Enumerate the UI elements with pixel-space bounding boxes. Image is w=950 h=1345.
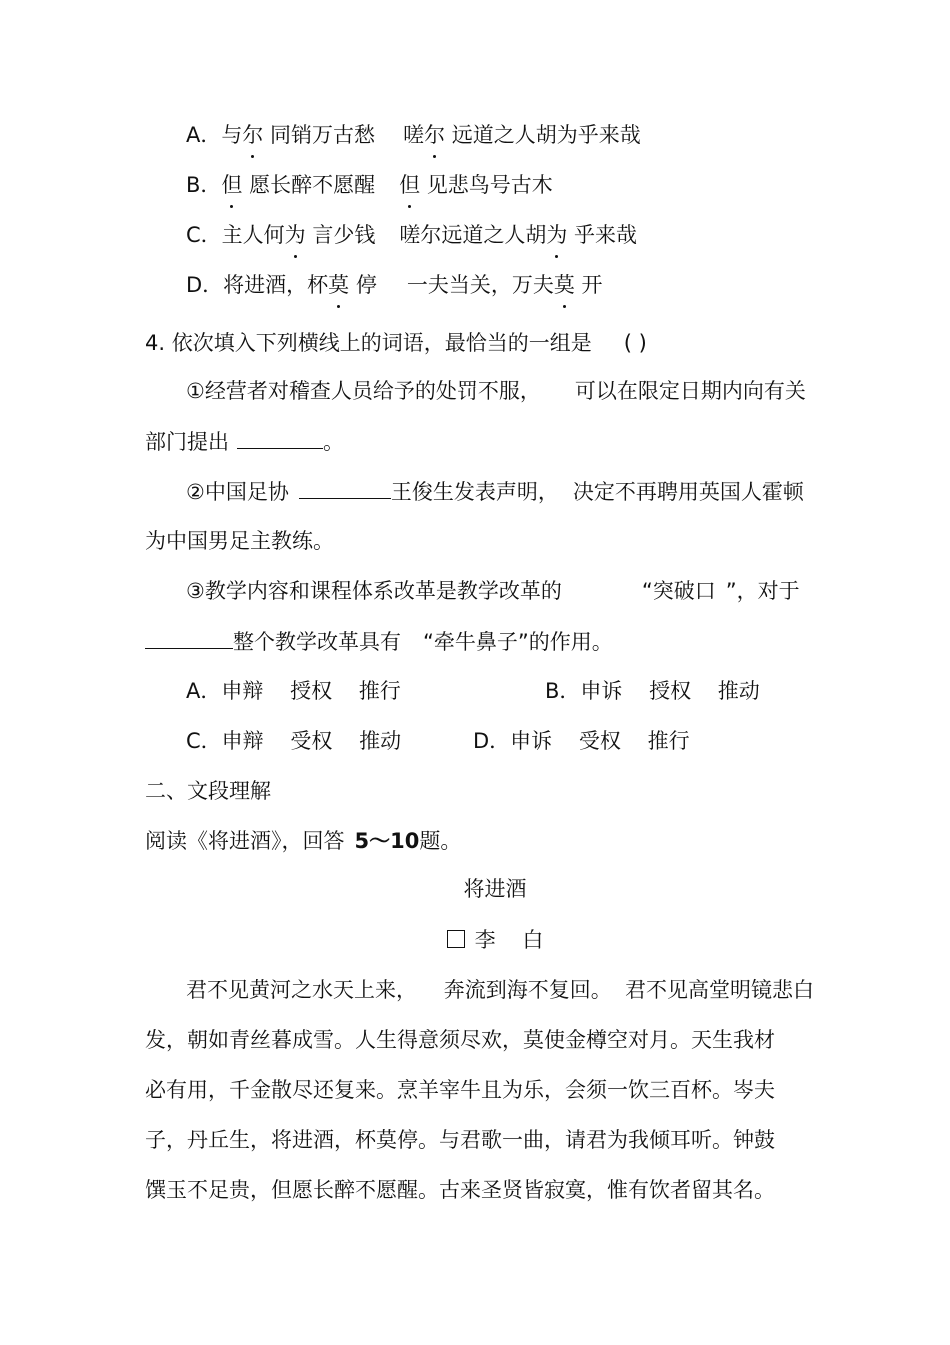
text: 嗟 (403, 123, 425, 147)
text: 言少钱 (305, 223, 376, 247)
text: ①经营者对稽查人员给予的处罚不服， (186, 379, 541, 403)
poem-author (0, 925, 950, 955)
emphasis-char: 为 (546, 220, 567, 250)
text: 王俊生发表声明， (390, 480, 559, 504)
text: 部门提出 (145, 430, 229, 454)
option-4d: D．申诉 受权 推行 (473, 729, 690, 753)
text: 题。 (419, 829, 462, 853)
text: 可以在限定日期内向有关 (574, 379, 806, 403)
fill-blank-3[interactable] (145, 626, 233, 649)
option-4a: A．申辩 授权 推行 (186, 679, 401, 703)
fill-blank-1[interactable] (237, 426, 323, 449)
emphasis-char: 但 (221, 170, 242, 200)
section-heading: 二、文段理解 (145, 779, 271, 803)
text: “突破口 (641, 579, 716, 603)
text: 将进酒，杯 (223, 273, 329, 297)
option-label: D． (186, 273, 224, 297)
option-4b: B．申诉 授权 推动 (545, 679, 760, 703)
text: 远道之人胡为乎来哉 (445, 123, 641, 147)
answer-paren: ( ) (623, 331, 647, 355)
text: ②中国足协 (186, 480, 289, 504)
poem-title: 将进酒 (463, 877, 527, 901)
option-4c: C．申辩 受权 推动 (186, 729, 402, 753)
text: 开 (574, 273, 603, 297)
sentence-3-line-1 (186, 576, 800, 606)
option-3a (186, 120, 641, 150)
emphasis-char: 莫 (328, 270, 349, 300)
text: 见悲鸟号古木 (420, 173, 553, 197)
option-label: A． (186, 123, 222, 147)
author-name: 李 白 (474, 928, 544, 952)
sentence-1-line-1 (186, 376, 806, 406)
emphasis-char: 尔 (242, 120, 263, 150)
sentence-2-line-2 (145, 526, 334, 556)
question-4-stem (145, 328, 647, 358)
placeholder-box-icon (447, 930, 465, 948)
text: ”的作用。 (517, 630, 613, 654)
poem-line: 君不见黄河之水天上来， 奔流到海不复回。 君不见高堂明镜悲白 (186, 978, 815, 1002)
poem-line: 馔玉不足贵，但愿长醉不愿醒。古来圣贤皆寂寞，惟有饮者留其名。 (145, 1178, 775, 1202)
text: 主人何 (221, 223, 285, 247)
option-label: C． (186, 223, 222, 247)
fill-blank-2[interactable] (299, 476, 391, 499)
text: 乎来哉 (567, 223, 638, 247)
text: ③教学内容和课程体系改革是教学改革的 (186, 579, 562, 603)
question-range: 5～10 (354, 829, 420, 853)
poem-line: 发，朝如青丝暮成雪。人生得意须尽欢，莫使金樽空对月。天生我材 (145, 1028, 775, 1052)
sentence-3-line-2 (145, 626, 613, 656)
text: 嗟尔远道之人胡 (399, 223, 547, 247)
poem-line: 子，丹丘生，将进酒，杯莫停。与君歌一曲，请君为我倾耳听。钟鼓 (145, 1128, 775, 1152)
emphasis-char: 为 (285, 220, 306, 250)
text: “牵牛鼻子 (423, 630, 518, 654)
poem-line: 必有用，千金散尽还复来。烹羊宰牛且为乐，会须一饮三百杯。岑夫 (145, 1078, 775, 1102)
question-text: 4. 依次填入下列横线上的词语，最恰当的一组是 (145, 331, 592, 355)
text: 决定不再聘用英国人霍顿 (572, 480, 804, 504)
text: 停 (349, 273, 377, 297)
text: 阅读《将进酒》，回答 (145, 829, 345, 853)
sentence-2-line-1 (186, 476, 804, 506)
option-label: B． (186, 173, 222, 197)
emphasis-char: 莫 (554, 270, 575, 300)
option-3d (186, 270, 603, 300)
text: 为中国男足主教练。 (145, 529, 334, 553)
option-3b (186, 170, 553, 200)
emphasis-char: 尔 (424, 120, 445, 150)
text: 愿长醉不愿醒 (242, 173, 376, 197)
text: 同销万古愁 (263, 123, 376, 147)
text: 一夫当关，万夫 (406, 273, 554, 297)
text: ”，对于 (725, 579, 800, 603)
sentence-1-line-2 (145, 426, 344, 456)
emphasis-char: 但 (399, 170, 420, 200)
option-3c (186, 220, 637, 250)
text: 与 (221, 123, 243, 147)
text: 。 (323, 430, 344, 454)
text: 整个教学改革具有 (233, 630, 401, 654)
reading-instruction (145, 826, 461, 856)
